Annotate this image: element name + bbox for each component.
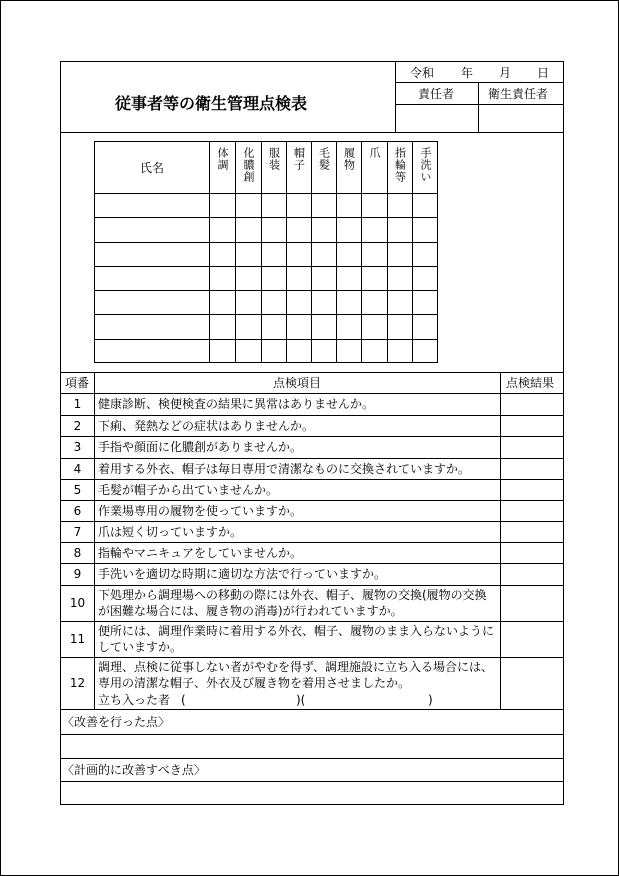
staff-col-line bbox=[235, 141, 236, 363]
checklist-row-text: 爪は短く切っていますか。 bbox=[98, 524, 243, 539]
checklist-row-number: 12 bbox=[69, 676, 86, 690]
staff-row-line bbox=[94, 242, 438, 243]
checklist-row-number: 1 bbox=[73, 397, 82, 411]
staff-col-line bbox=[311, 141, 312, 363]
staff-col-line bbox=[209, 141, 210, 363]
checklist-row-line bbox=[60, 500, 564, 501]
visitor-paren-open: ( bbox=[181, 693, 186, 707]
date-era: 令和 bbox=[410, 66, 435, 80]
checklist-row-line bbox=[60, 521, 564, 522]
checklist-row-line bbox=[60, 621, 564, 622]
staff-col-line bbox=[261, 141, 262, 363]
checklist-result-cell[interactable] bbox=[501, 459, 563, 479]
visitor-visitor-label: 立ち入った者 bbox=[98, 693, 171, 707]
checklist-row-line bbox=[60, 458, 564, 459]
checklist-result-cell[interactable] bbox=[501, 522, 563, 542]
checklist-result-cell[interactable] bbox=[501, 394, 563, 415]
checklist-row-number: 8 bbox=[73, 545, 82, 560]
improvements-planned-label: 〈計画的に改善すべき点〉 bbox=[62, 763, 206, 777]
checklist-row-line bbox=[60, 436, 564, 437]
checklist-row-number: 11 bbox=[69, 632, 86, 646]
checklist-row-text: 着用する外衣、帽子は毎日専用で清潔なものに交換されていますか。 bbox=[98, 461, 471, 476]
date-year: 年 bbox=[461, 66, 474, 80]
hygiene-manager-label: 衛生責任者 bbox=[488, 87, 549, 101]
checklist-result-cell[interactable] bbox=[501, 480, 563, 500]
staff-col-header: 服装 bbox=[267, 147, 281, 171]
checklist-row-number: 2 bbox=[73, 418, 82, 433]
staff-col-header: 爪 bbox=[368, 147, 381, 159]
staff-col-header: 手洗い bbox=[419, 147, 432, 183]
staff-col-header: 毛髪 bbox=[317, 147, 331, 171]
checklist-row-text: 手洗いを適切な時期に適切な方法で行っていますか。 bbox=[98, 567, 387, 581]
checklist-row-line bbox=[60, 542, 564, 543]
staff-col-line bbox=[286, 141, 287, 363]
staff-name-header: 氏名 bbox=[140, 161, 165, 175]
staff-col-header: 履物 bbox=[342, 147, 356, 171]
checklist-row-line bbox=[60, 585, 564, 586]
checklist-row-line bbox=[60, 657, 564, 658]
checklist-result-cell[interactable] bbox=[501, 658, 563, 709]
staff-col-header: 化膿創 bbox=[242, 147, 255, 183]
checklist-row-number: 4 bbox=[73, 461, 82, 476]
staff-row-line bbox=[94, 217, 438, 218]
improvements-done-label: 〈改善を行った点〉 bbox=[62, 715, 171, 729]
staff-col-line bbox=[361, 141, 362, 363]
checklist-row-line bbox=[60, 563, 564, 564]
checklist-row-text: 健康診断、検便検査の結果に異常はありませんか。 bbox=[98, 397, 375, 411]
checklist-header-item: 点検項目 bbox=[273, 376, 322, 390]
staff-row-line bbox=[94, 193, 438, 194]
staff-row-line bbox=[94, 314, 438, 315]
date-day: 日 bbox=[537, 66, 550, 80]
checklist-row-number: 9 bbox=[73, 567, 82, 581]
checklist-row-number: 10 bbox=[69, 596, 86, 610]
checklist-row-text: 指輪やマニキュアをしていませんか。 bbox=[98, 545, 303, 560]
checklist-header-no: 項番 bbox=[65, 376, 90, 390]
staff-row-line bbox=[94, 266, 438, 267]
visitor-paren-mid: )( bbox=[296, 693, 306, 707]
staff-col-header: 帽子 bbox=[292, 147, 306, 171]
date-month: 月 bbox=[499, 66, 512, 80]
checklist-result-cell[interactable] bbox=[501, 622, 563, 657]
checklist-row-text: 毛髪が帽子から出ていませんか。 bbox=[98, 482, 279, 497]
staff-col-line bbox=[387, 141, 388, 363]
checklist-result-cell[interactable] bbox=[501, 416, 563, 436]
manager-label: 責任者 bbox=[418, 87, 455, 101]
checklist-row-line bbox=[60, 415, 564, 416]
checklist-result-cell[interactable] bbox=[501, 437, 563, 458]
checklist-row-text: 作業場専用の履物を使っていますか。 bbox=[98, 503, 303, 518]
visitor-paren-close: ) bbox=[428, 693, 433, 707]
checklist-result-cell[interactable] bbox=[501, 501, 563, 521]
staff-col-line bbox=[336, 141, 337, 363]
checklist-row-text: 下処理から調理場への移動の際には外衣、帽子、履物の交換(履物の交換が困難な場合には、履き物の消毒)が行われていますか。 bbox=[98, 588, 487, 618]
staff-col-header: 指輪等 bbox=[393, 147, 407, 183]
staff-col-header: 体調 bbox=[216, 147, 229, 171]
checklist-row-text: 便所には、調理作業時に着用する外衣、帽子、履物のまま入らないようにしていますか。 bbox=[98, 624, 495, 654]
checklist-row-text: 下痢、発熱などの症状はありませんか。 bbox=[98, 418, 315, 433]
staff-row-line bbox=[94, 339, 438, 340]
checklist-row-text: 調理、点検に従事しない者がやむを得ず、調理施設に立ち入る場合には、専用の清潔な帽子、外衣及び履き物を着用させましたか。 bbox=[98, 660, 494, 690]
checklist-result-cell[interactable] bbox=[501, 564, 563, 585]
checklist-row-number: 3 bbox=[73, 440, 82, 454]
checklist-row-line bbox=[60, 479, 564, 480]
staff-col-line bbox=[412, 141, 413, 363]
checklist-row-number: 6 bbox=[73, 503, 82, 518]
checklist-row-text: 手指や顔面に化膿創がありませんか。 bbox=[98, 440, 303, 454]
checklist-row-line bbox=[60, 393, 564, 394]
checklist-result-cell[interactable] bbox=[501, 586, 563, 621]
checklist-row-number: 5 bbox=[73, 482, 82, 497]
page-title: 従事者等の衛生管理点検表 bbox=[115, 94, 308, 113]
checklist-header-result: 点検結果 bbox=[506, 376, 555, 390]
checklist-result-cell[interactable] bbox=[501, 543, 563, 563]
checklist-row-number: 7 bbox=[73, 524, 82, 539]
staff-row-line bbox=[94, 290, 438, 291]
